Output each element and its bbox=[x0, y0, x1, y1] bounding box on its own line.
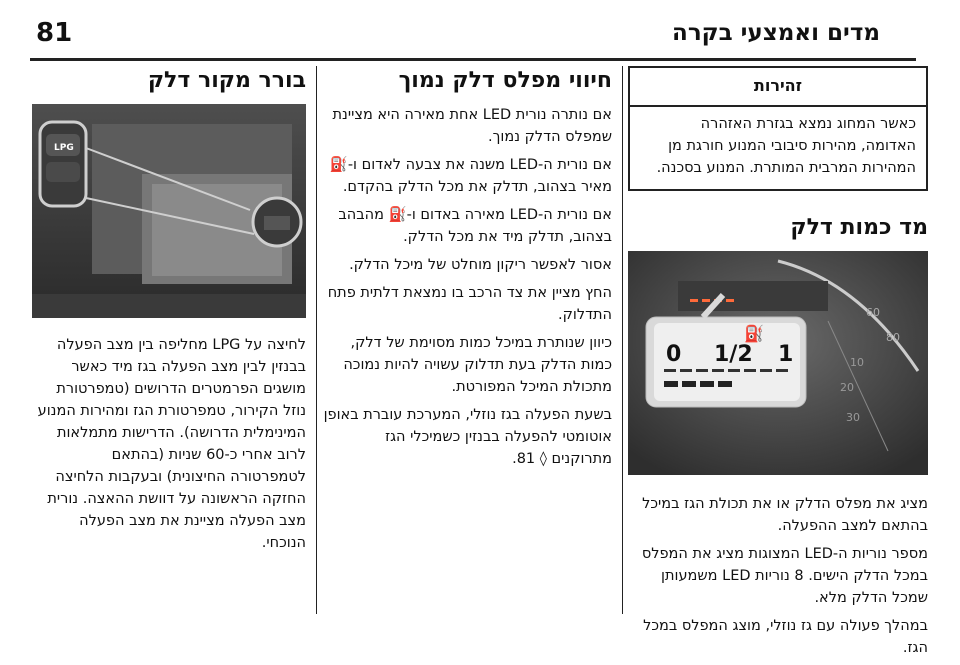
fuel-gauge-photo bbox=[628, 251, 928, 475]
fuel-selector-paragraph: לחיצה על LPG מחליפה בין מצב הפעלה בבנזין לבין מצב הפעלה בגז מיד כאשר מושגים הפרמטרים הדרושים (טמפרטורת נוזל הקירור, טמפרטורת הגז ומהירות המנוע המינימלית הדרושה). הדרישות מתמלאות לרוב אחרי כ-60 שניות (בהתאם לטמפרטורה החיצונית) ובעקבות הלחיצה החזקה הראשונה על דוושת ההאצה. נורית מצב הפעלה מציינת את מצב הפעלה הנוכחי. bbox=[37, 337, 306, 551]
column-low-fuel bbox=[322, 66, 612, 476]
fuel-selector-heading: בורר מקור דלק bbox=[147, 68, 306, 93]
page-number: 81 bbox=[36, 18, 73, 48]
fuel-gauge-paragraph: מציג את מפלס הדלק או את תכולת הגז במיכל בהתאם למצב ההפעלה. bbox=[642, 496, 928, 534]
low-fuel-paragraph: אם נורית ה-LED משנה את צבעה לאדום ו-⛽ מאיר בצהוב, תדלק את מכל הדלק בהקדם. bbox=[329, 157, 612, 195]
svg-text:80: 80 bbox=[886, 331, 900, 344]
gauge-label-empty: 0 bbox=[666, 342, 682, 367]
gauge-label-half: 1/2 bbox=[714, 342, 753, 367]
svg-text:10: 10 bbox=[850, 356, 864, 369]
header-rule bbox=[30, 58, 916, 61]
low-fuel-heading: חיווי מפלס דלק נמוך bbox=[398, 68, 612, 93]
low-fuel-paragraph: כיוון שנותרת במיכל כמות מסוימת של דלק, כמות הדלק בעת תדלוק עשויה להיות נמוכה מתכולת המיכל המפורטת. bbox=[343, 335, 612, 395]
column-divider-left bbox=[316, 66, 317, 614]
low-fuel-paragraph: בשעת הפעלה בגז נוזלי, המערכת עוברת באופן אוטומטי להפעלה בבנזין כשמיכלי הגז מתרוקנים ◊ 81. bbox=[323, 407, 612, 467]
warning-title: זהירות bbox=[630, 68, 926, 107]
running-title: מדים ואמצעי בקרה bbox=[672, 20, 880, 46]
page-header bbox=[0, 0, 960, 60]
low-fuel-paragraph: אם נותרה נורית LED אחת מאירה היא מציינת שמפלס הדלק נמוך. bbox=[332, 107, 612, 145]
gauge-label-full: 1 bbox=[778, 342, 794, 367]
fuel-gauge-illustration bbox=[628, 251, 928, 475]
fuel-pump-icon: ⛽ bbox=[744, 324, 764, 343]
lpg-button: LPG bbox=[54, 143, 74, 153]
svg-text:20: 20 bbox=[840, 381, 854, 394]
warning-box bbox=[628, 66, 928, 191]
fuel-selector-photo bbox=[32, 104, 306, 318]
column-fuel-gauge bbox=[628, 66, 928, 665]
svg-text:60: 60 bbox=[866, 306, 880, 319]
low-fuel-paragraph: אסור לאפשר ריקון מוחלט של מיכל הדלק. bbox=[349, 257, 612, 273]
column-fuel-selector bbox=[32, 66, 306, 560]
svg-text:30: 30 bbox=[846, 411, 860, 424]
low-fuel-paragraph: אם נורית ה-LED מאירה באדום ו-⛽ מהבהב בצהוב, תדלק מיד את מכל הדלק. bbox=[338, 207, 612, 245]
fuel-gauge-paragraph: במהלך פעולה עם גז נוזלי, מוצג המפלס במכל הגז. bbox=[643, 618, 928, 656]
fuel-selector-illustration bbox=[32, 104, 306, 318]
fuel-gauge-paragraph: מספר נוריות ה-LED המצוגות מציג את המפלס במכל הדלק הישים. 8 נוריות LED משמעותן שמכל הדלק מלא. bbox=[641, 546, 928, 606]
fuel-gauge-heading: מד כמות דלק bbox=[790, 215, 928, 240]
warning-text: כאשר המחוג נמצא בגזרת האזהרה האדומה, מהירות סיבובי המנוע חורגת מן המהירות המרבית המותרת. המנוע בסכנה. bbox=[656, 116, 916, 176]
column-divider-right bbox=[622, 66, 623, 614]
low-fuel-paragraph: החץ מציין את צד הרכב בו נמצאת דלתית פתח התדלוק. bbox=[327, 285, 612, 323]
